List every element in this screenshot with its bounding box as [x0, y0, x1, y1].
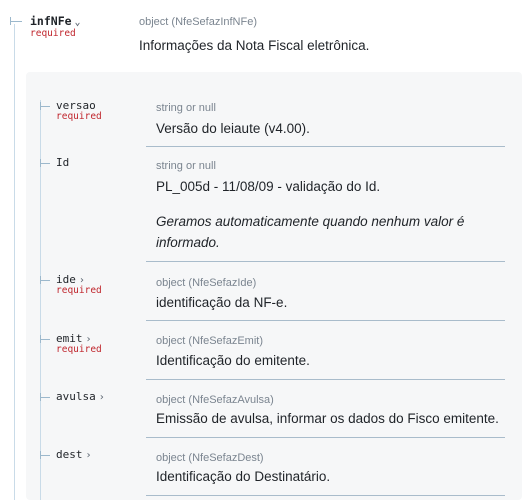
- chevron-right-icon[interactable]: ›: [78, 275, 85, 286]
- property-toggle-avulsa[interactable]: [56, 390, 105, 403]
- property-name-id: Id: [56, 156, 70, 169]
- avulsa-type: object (NfeSefazAvulsa): [156, 394, 274, 406]
- root-property-name: infNFe: [30, 14, 72, 28]
- dest-divider: [146, 495, 505, 496]
- emit-divider: [146, 379, 505, 380]
- ide-tick: [40, 280, 50, 281]
- ide-type: object (NfeSefazIde): [156, 277, 257, 289]
- id-description: PL_005d - 11/08/09 - validação do Id.: [156, 179, 381, 194]
- chevron-down-icon[interactable]: ⌄: [74, 17, 81, 28]
- property-name-avulsa: avulsa: [56, 390, 96, 403]
- chevron-right-icon[interactable]: ›: [98, 392, 105, 403]
- versao-tick: [40, 106, 50, 107]
- property-name-versao: versao: [56, 99, 96, 112]
- root-description: Informações da Nota Fiscal eletrônica.: [139, 38, 370, 53]
- chevron-right-icon[interactable]: ›: [85, 334, 92, 345]
- property-name-dest: dest: [56, 448, 83, 461]
- id-note-line2: informado.: [156, 235, 220, 250]
- root-tick: [10, 21, 22, 22]
- root-type: object (NfeSefazInfNFe): [139, 16, 257, 28]
- dest-tick: [40, 455, 50, 456]
- root-property-toggle[interactable]: [30, 14, 81, 28]
- emit-description: Identificação do emitente.: [156, 353, 310, 368]
- versao-required-badge: required: [56, 111, 102, 122]
- root-required-badge: required: [30, 28, 76, 39]
- property-name-emit: emit: [56, 332, 83, 345]
- property-name-ide: ide: [56, 273, 76, 286]
- avulsa-divider: [146, 437, 505, 438]
- avulsa-description: Emissão de avulsa, informar os dados do Fisco emitente.: [156, 411, 499, 426]
- avulsa-tick: [40, 397, 50, 398]
- emit-tick: [40, 339, 50, 340]
- id-note-line1: Geramos automaticamente quando nenhum valor é: [156, 214, 465, 229]
- emit-required-badge: required: [56, 344, 102, 355]
- versao-description: Versão do leiaute (v4.00).: [156, 121, 310, 136]
- id-type: string or null: [156, 160, 216, 172]
- versao-divider: [146, 146, 505, 147]
- ide-description: identificação da NF-e.: [156, 295, 288, 310]
- versao-type: string or null: [156, 102, 216, 114]
- root-tree-line: [14, 24, 15, 500]
- id-tick: [40, 163, 50, 164]
- dest-type: object (NfeSefazDest): [156, 452, 264, 464]
- dest-description: Identificação do Destinatário.: [156, 469, 331, 484]
- emit-type: object (NfeSefazEmit): [156, 335, 263, 347]
- ide-divider: [146, 320, 505, 321]
- chevron-right-icon[interactable]: ›: [85, 450, 92, 461]
- ide-required-badge: required: [56, 285, 102, 296]
- id-divider: [146, 261, 505, 262]
- property-toggle-dest[interactable]: [56, 448, 92, 461]
